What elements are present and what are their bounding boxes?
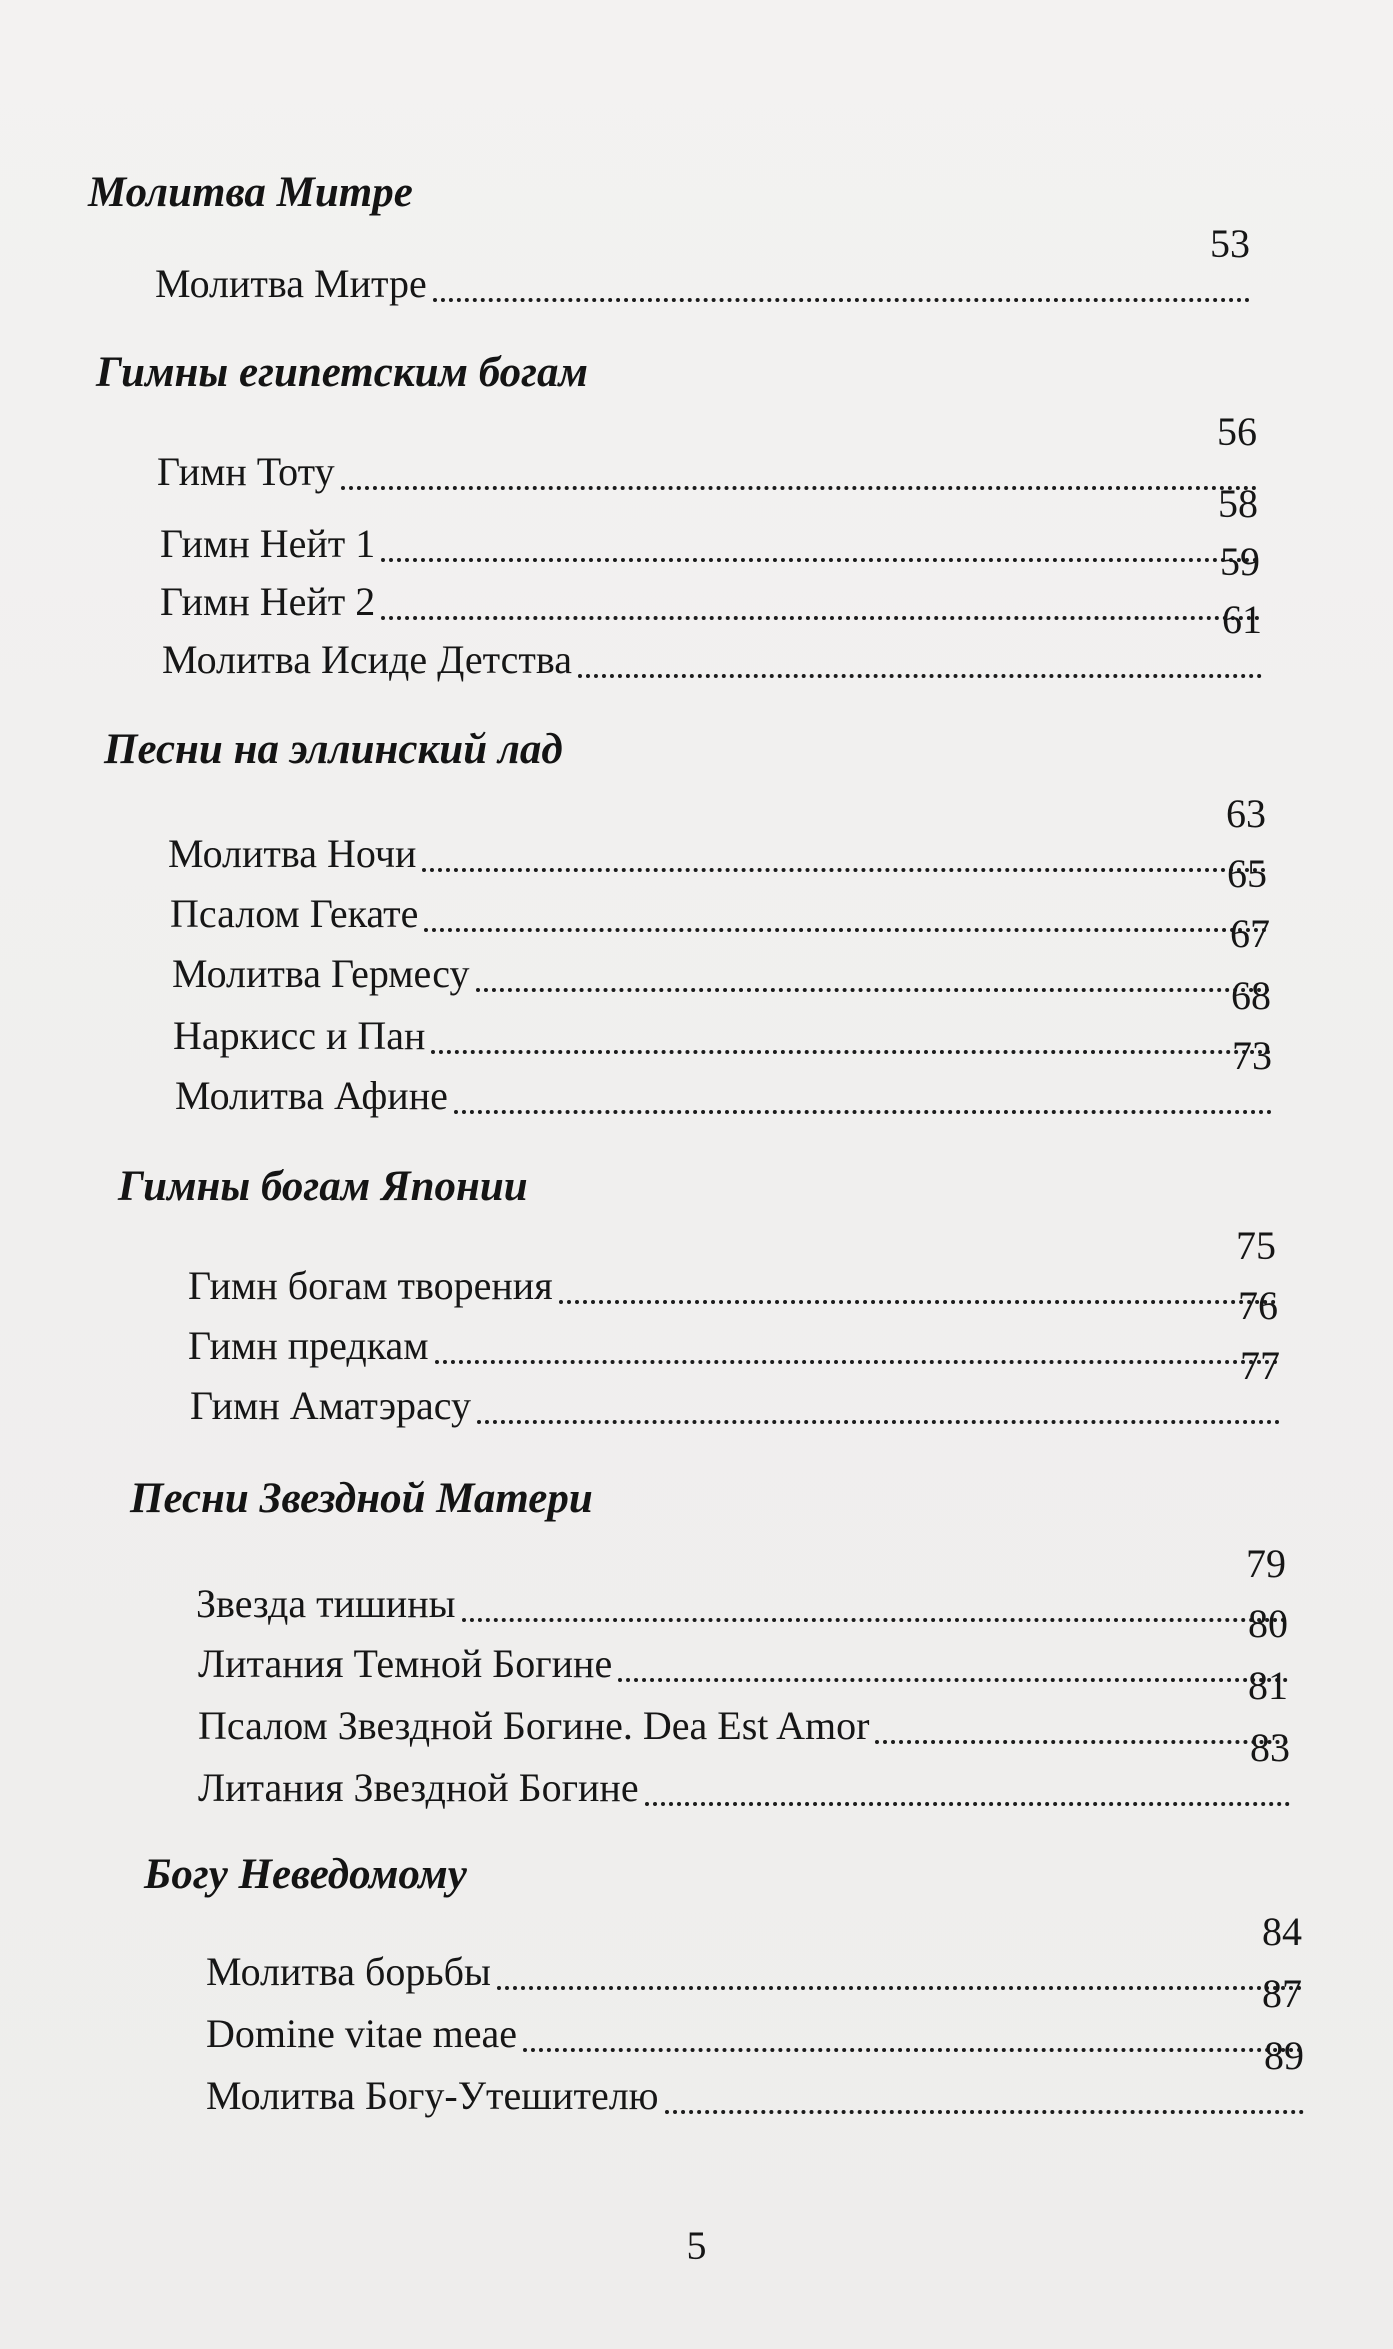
dot-leader [454,1110,1272,1114]
dot-leader [381,558,1258,562]
toc-entry[interactable] [155,221,1250,308]
dot-leader [578,674,1262,678]
dot-leader [462,1618,1287,1622]
entry-label: Гимн Тоту [157,449,335,494]
section-title: Богу Неведомому [144,1851,467,1898]
entry-page-number: 53 [1210,221,1250,266]
entry-page-number: 59 [1220,539,1260,584]
entry-label: Молитва Ночи [168,831,417,876]
dot-leader [431,1050,1271,1054]
entry-page-number: 75 [1236,1223,1276,1268]
entry-page-number: 89 [1264,2033,1304,2078]
dot-leader [618,1678,1288,1682]
dot-leader [435,1360,1278,1364]
entry-page-number: 67 [1230,911,1270,956]
dot-leader [559,1300,1276,1304]
entry-page-number: 79 [1246,1541,1286,1586]
entry-page-number: 56 [1217,409,1257,454]
entry-label: Гимн Нейт 2 [160,579,376,624]
entry-page-number: 77 [1240,1343,1280,1388]
entry-page-number: 83 [1250,1725,1290,1770]
entry-label: Литания Звездной Богине [198,1765,639,1810]
entry-label: Молитва Афине [175,1073,448,1118]
entry-page-number: 80 [1248,1601,1288,1646]
section-title: Гимны египетским богам [96,349,588,396]
entry-page-number: 76 [1238,1283,1278,1328]
page-number: 5 [686,2223,707,2268]
entry-label: Молитва Митре [155,261,427,306]
dot-leader [433,298,1250,302]
entry-label: Гимн богам творения [188,1263,553,1308]
dot-leader [665,2110,1304,2114]
dot-leader [424,928,1267,932]
toc-entry[interactable] [196,1541,1286,1628]
entry-page-number: 61 [1222,597,1262,642]
dot-leader [523,2048,1302,2052]
entry-page-number: 68 [1231,973,1271,1018]
entry-label: Гимн Аматэрасу [190,1383,471,1428]
dot-leader [476,988,1270,992]
entry-page-number: 63 [1226,791,1266,836]
entry-label: Гимн предкам [188,1323,429,1368]
toc-entry[interactable] [160,481,1258,568]
entry-label: Domine vitae meae [206,2011,517,2056]
toc-entry[interactable] [206,1909,1302,1996]
entry-label: Псалом Гекате [170,891,419,936]
dot-leader [422,868,1266,872]
entry-label: Наркисс и Пан [173,1013,426,1058]
toc-entry[interactable] [188,1223,1276,1310]
entry-page-number: 58 [1218,481,1258,526]
dot-leader [645,1802,1290,1806]
entry-label: Гимн Нейт 1 [160,521,376,566]
entry-label: Молитва Гермесу [172,951,470,996]
entry-page-number: 87 [1262,1971,1302,2016]
entry-label: Молитва борьбы [206,1949,491,1994]
entry-page-number: 73 [1232,1033,1272,1078]
entry-label: Молитва Богу-Утешителю [206,2073,659,2118]
entry-label: Молитва Исиде Детства [162,637,572,682]
section-title: Молитва Митре [88,169,413,216]
entry-label: Псалом Звездной Богине. Dea Est Amor [198,1703,870,1748]
entry-label: Литания Темной Богине [198,1641,613,1686]
toc-entry[interactable] [157,409,1257,496]
toc-entry[interactable] [168,791,1266,878]
dot-leader [875,1740,1288,1744]
dot-leader [497,1986,1302,1990]
dot-leader [477,1420,1280,1424]
entry-page-number: 81 [1248,1663,1288,1708]
dot-leader [341,486,1257,490]
entry-page-number: 65 [1227,851,1267,896]
section-title: Песни на эллинский лад [104,726,563,773]
entry-page-number: 84 [1262,1909,1302,1954]
section-title: Гимны богам Японии [118,1163,528,1210]
entry-label: Звезда тишины [196,1581,456,1626]
dot-leader [381,616,1260,620]
section-title: Песни Звездной Матери [130,1475,593,1522]
